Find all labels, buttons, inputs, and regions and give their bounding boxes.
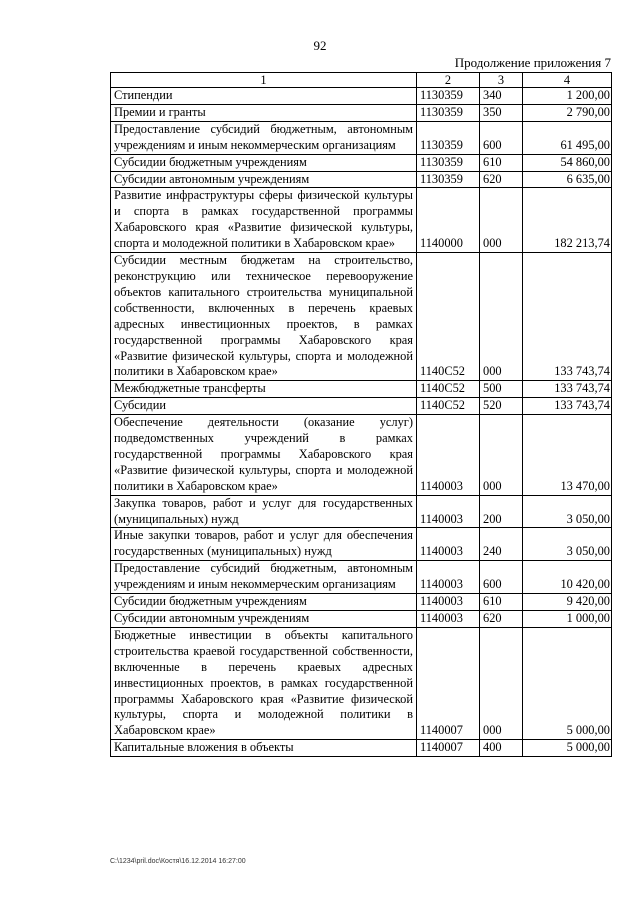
row-type: 520 bbox=[480, 398, 523, 415]
row-name: Субсидии бюджетным учреждениям bbox=[111, 594, 417, 611]
row-sum: 9 420,00 bbox=[523, 594, 612, 611]
table-row bbox=[111, 154, 612, 171]
row-name: Иные закупки товаров, работ и услуг для обеспечения государственных (муниципальных) нужд bbox=[111, 528, 417, 561]
row-code: 1140С52 bbox=[417, 381, 480, 398]
row-name: Закупка товаров, работ и услуг для государственных (муниципальных) нужд bbox=[111, 495, 417, 528]
row-type: 610 bbox=[480, 154, 523, 171]
row-type: 340 bbox=[480, 88, 523, 105]
row-sum: 5 000,00 bbox=[523, 740, 612, 757]
row-code: 1140007 bbox=[417, 740, 480, 757]
row-name: Обеспечение деятельности (оказание услуг) подведомственных учреждений в рамках государственной программы Хабаровского края «Развитие физической культуры, спорта и молодежной политики в Хабаровском крае» bbox=[111, 415, 417, 496]
row-name: Субсидии автономным учреждениям bbox=[111, 171, 417, 188]
row-type: 000 bbox=[480, 415, 523, 496]
header-cell-name: 1 bbox=[111, 73, 417, 88]
footer-file-path: C:\1234\pril.doc\Костя\16.12.2014 16:27:00 bbox=[110, 858, 246, 865]
row-code: 1130359 bbox=[417, 104, 480, 121]
row-code: 1140С52 bbox=[417, 253, 480, 381]
table-row bbox=[111, 611, 612, 628]
row-type: 600 bbox=[480, 121, 523, 154]
table-row bbox=[111, 398, 612, 415]
table-row bbox=[111, 171, 612, 188]
row-sum: 1 200,00 bbox=[523, 88, 612, 105]
row-name: Межбюджетные трансферты bbox=[111, 381, 417, 398]
table-row bbox=[111, 627, 612, 739]
header-cell-type: 3 bbox=[480, 73, 523, 88]
row-sum: 3 050,00 bbox=[523, 528, 612, 561]
table-row bbox=[111, 561, 612, 594]
row-type: 350 bbox=[480, 104, 523, 121]
row-sum: 133 743,74 bbox=[523, 253, 612, 381]
row-sum: 13 470,00 bbox=[523, 415, 612, 496]
row-name: Стипендии bbox=[111, 88, 417, 105]
table-row bbox=[111, 188, 612, 253]
row-name: Бюджетные инвестиции в объекты капитального строительства краевой государственной собственности, включенные в перечень краевых адресных инвестиционных проектов, в рамках государственной программы Хабаровского края «Развитие физической культуры, спорта и молодежной политики в Хабаровском крае» bbox=[111, 627, 417, 739]
table-row bbox=[111, 253, 612, 381]
row-type: 000 bbox=[480, 253, 523, 381]
row-code: 1140003 bbox=[417, 415, 480, 496]
table-row bbox=[111, 381, 612, 398]
row-type: 240 bbox=[480, 528, 523, 561]
row-name: Субсидии местным бюджетам на строительство, реконструкцию или техническое перевооружение объектов капитального строительства муниципальной собственности, включенных в перечень краевых адресных инвестиционных проектов, в рамках государственной программы Хабаровского края «Развитие физической культуры, спорта и молодежной политики в Хабаровском крае» bbox=[111, 253, 417, 381]
row-sum: 2 790,00 bbox=[523, 104, 612, 121]
table-header-row bbox=[111, 73, 612, 88]
row-code: 1130359 bbox=[417, 154, 480, 171]
row-type: 500 bbox=[480, 381, 523, 398]
budget-table bbox=[110, 72, 612, 757]
header-cell-sum: 4 bbox=[523, 73, 612, 88]
row-type: 610 bbox=[480, 594, 523, 611]
row-name: Предоставление субсидий бюджетным, автономным учреждениям и иным некоммерческим организациям bbox=[111, 561, 417, 594]
row-code: 1130359 bbox=[417, 171, 480, 188]
table-row bbox=[111, 104, 612, 121]
row-sum: 133 743,74 bbox=[523, 381, 612, 398]
table-row bbox=[111, 740, 612, 757]
row-name: Развитие инфраструктуры сферы физической культуры и спорта в рамках государственной программы Хабаровского края «Развитие физической культуры, спорта и молодежной политики в Хабаровском крае» bbox=[111, 188, 417, 253]
row-type: 000 bbox=[480, 627, 523, 739]
row-code: 1140003 bbox=[417, 528, 480, 561]
row-type: 200 bbox=[480, 495, 523, 528]
table-row bbox=[111, 121, 612, 154]
page-number: 92 bbox=[313, 38, 327, 53]
row-code: 1140С52 bbox=[417, 398, 480, 415]
row-code: 1140007 bbox=[417, 627, 480, 739]
table-row bbox=[111, 528, 612, 561]
table-row bbox=[111, 415, 612, 496]
row-type: 000 bbox=[480, 188, 523, 253]
row-code: 1140003 bbox=[417, 495, 480, 528]
row-sum: 182 213,74 bbox=[523, 188, 612, 253]
row-sum: 61 495,00 bbox=[523, 121, 612, 154]
row-code: 1140003 bbox=[417, 561, 480, 594]
row-code: 1140000 bbox=[417, 188, 480, 253]
row-sum: 6 635,00 bbox=[523, 171, 612, 188]
row-name: Субсидии bbox=[111, 398, 417, 415]
row-name: Субсидии автономным учреждениям bbox=[111, 611, 417, 628]
row-code: 1140003 bbox=[417, 611, 480, 628]
row-sum: 133 743,74 bbox=[523, 398, 612, 415]
row-code: 1130359 bbox=[417, 88, 480, 105]
row-type: 400 bbox=[480, 740, 523, 757]
row-name: Субсидии бюджетным учреждениям bbox=[111, 154, 417, 171]
table-row bbox=[111, 88, 612, 105]
row-sum: 3 050,00 bbox=[523, 495, 612, 528]
row-sum: 5 000,00 bbox=[523, 627, 612, 739]
row-type: 620 bbox=[480, 611, 523, 628]
row-name: Премии и гранты bbox=[111, 104, 417, 121]
row-sum: 1 000,00 bbox=[523, 611, 612, 628]
header-cell-code: 2 bbox=[417, 73, 480, 88]
row-type: 600 bbox=[480, 561, 523, 594]
row-sum: 10 420,00 bbox=[523, 561, 612, 594]
table-row bbox=[111, 495, 612, 528]
table-row bbox=[111, 594, 612, 611]
row-name: Предоставление субсидий бюджетным, автономным учреждениям и иным некоммерческим организациям bbox=[111, 121, 417, 154]
row-name: Капитальные вложения в объекты bbox=[111, 740, 417, 757]
row-code: 1130359 bbox=[417, 121, 480, 154]
row-code: 1140003 bbox=[417, 594, 480, 611]
continuation-caption: Продолжение приложения 7 bbox=[454, 55, 611, 70]
row-sum: 54 860,00 bbox=[523, 154, 612, 171]
row-type: 620 bbox=[480, 171, 523, 188]
